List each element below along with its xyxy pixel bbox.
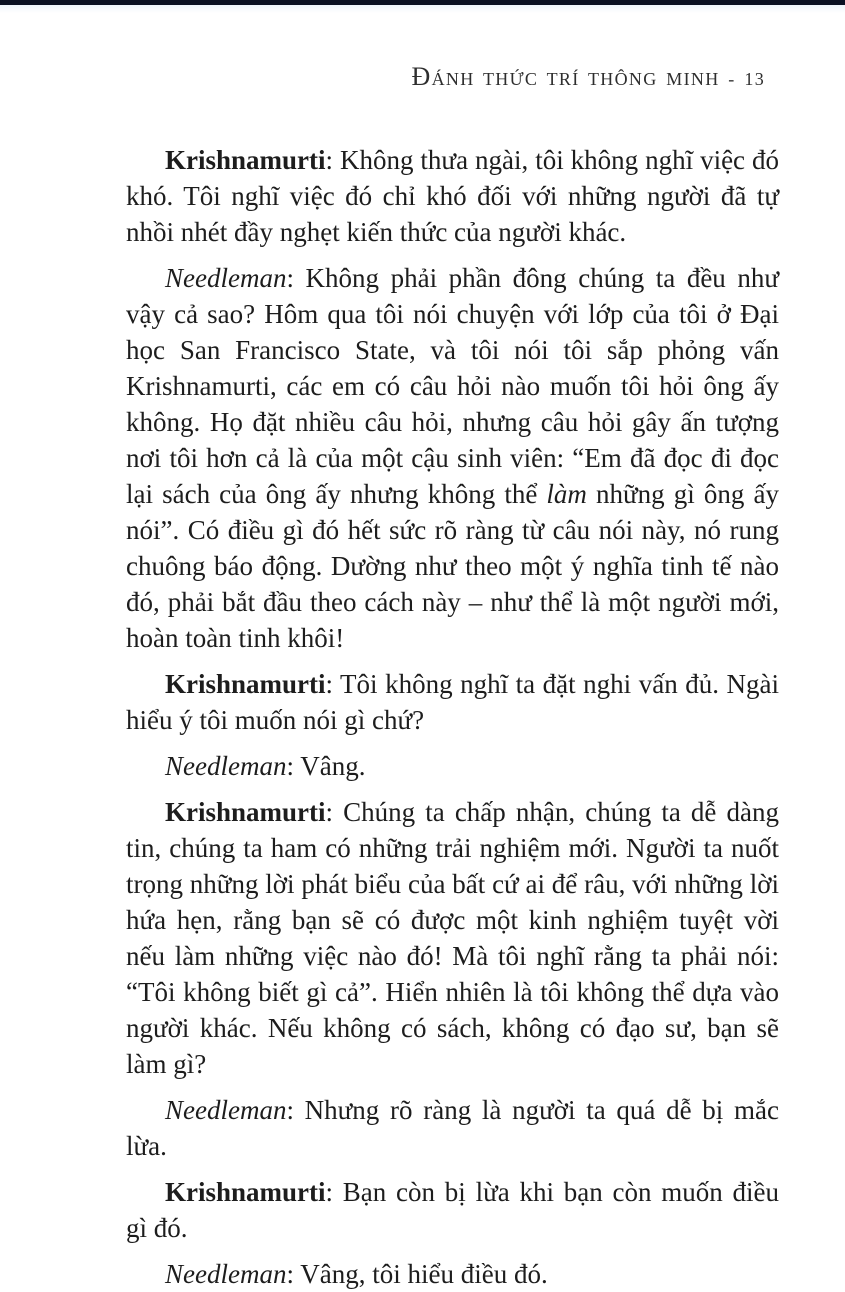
running-header-title: ĐÁNH THỨC TRÍ THÔNG MINH - 13 — [411, 62, 765, 91]
dialogue-text: : Vâng, tôi hiểu điều đó. — [286, 1258, 548, 1289]
speaker-name: Needleman — [165, 1258, 287, 1289]
page-body — [126, 142, 779, 1292]
speaker-name: Krishnamurti — [165, 796, 326, 827]
dialogue-paragraph — [126, 748, 779, 784]
dialogue-text: : Nhưng rõ ràng là người ta quá dễ bị mắc lừa. — [126, 1094, 779, 1161]
dialogue-text: : Tôi không nghĩ ta đặt nghi vấn đủ. Ngài hiểu ý tôi muốn nói gì chứ? — [126, 668, 779, 735]
speaker-name: Needleman — [165, 750, 287, 781]
dialogue-paragraph — [126, 666, 779, 738]
dialogue-paragraph — [126, 794, 779, 1082]
dialogue-text: : Không phải phần đông chúng ta đều như vậy cả sao? Hôm qua tôi nói chuyện với lớp của tôi ở Đại học San Francisco State, và tôi nói tôi sắp phỏng vấn Krishnamurti, các em có câu hỏi nào muốn tôi hỏi ông ấy không. Họ đặt nhiều câu hỏi, nhưng câu hỏi gây ấn tượng nơi tôi hơn cả là của một cậu sinh viên: “Em đã đọc đi đọc lại sách của ông ấy nhưng không thể — [126, 262, 779, 509]
speaker-name: Krishnamurti — [165, 144, 326, 175]
speaker-name: Needleman — [165, 262, 287, 293]
dialogue-paragraph — [126, 260, 779, 656]
dialogue-paragraph — [126, 1174, 779, 1246]
dialogue-text: : Chúng ta chấp nhận, chúng ta dễ dàng tin, chúng ta ham có những trải nghiệm mới. Người ta nuốt trọng những lời phát biểu của bất cứ ai để râu, với những lời hứa hẹn, rằng bạn sẽ có được một kinh nghiệm tuyệt vời nếu làm những việc nào đó! Mà tôi nghĩ rằng ta phải nói: “Tôi không biết gì cả”. Hiển nhiên là tôi không thể dựa vào người khác. Nếu không có sách, không có đạo sư, bạn sẽ làm gì? — [126, 796, 779, 1079]
dialogue-text: : Vâng. — [286, 750, 366, 781]
dialogue-text: : Không thưa ngài, tôi không nghĩ việc đó khó. Tôi nghĩ việc đó chỉ khó đối với những người đã tự nhồi nhét đầy nghẹt kiến thức của người khác. — [126, 144, 779, 247]
speaker-name: Krishnamurti — [165, 668, 326, 699]
top-edge-glow — [0, 5, 845, 13]
dialogue-text: những gì ông ấy nói”. Có điều gì đó hết sức rõ ràng từ câu nói này, nó rung chuông báo động. Dường như theo một ý nghĩa tinh tế nào đó, phải bắt đầu theo cách này – như thể là một người mới, hoàn toàn tinh khôi! — [126, 478, 779, 653]
dialogue-paragraph — [126, 1256, 779, 1292]
dialogue-text: làm — [546, 478, 587, 509]
dialogue-paragraph — [126, 1092, 779, 1164]
speaker-name: Needleman — [165, 1094, 287, 1125]
dialogue-paragraph — [126, 142, 779, 250]
dialogue-text: : Bạn còn bị lừa khi bạn còn muốn điều gì đó. — [126, 1176, 779, 1243]
speaker-name: Krishnamurti — [165, 1176, 326, 1207]
